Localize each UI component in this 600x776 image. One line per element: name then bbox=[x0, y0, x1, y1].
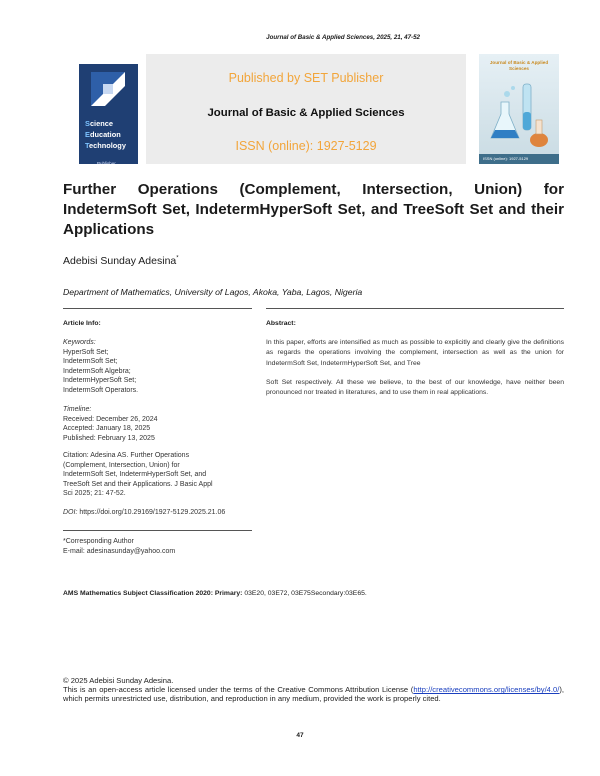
keyword-item: IndetermSoft Set; bbox=[63, 358, 118, 366]
doi-label: DOI: bbox=[63, 509, 78, 516]
journal-cover-image bbox=[479, 54, 559, 164]
abstract-paragraph-1: In this paper, efforts are intensified as much as possible to explicitly and clearly give the definitions as regards the operations involving the complement, intersection as well as the union for IndetermSoft Set, IndetermHyperSoft Set, and Tree bbox=[266, 339, 564, 367]
published-by: Published by SET Publisher bbox=[228, 71, 384, 85]
keyword-item: IndetermSoft Operators. bbox=[63, 386, 139, 394]
keyword-item: IndetermSoft Algebra; bbox=[63, 367, 131, 375]
msc-label: AMS Mathematics Subject Classification 2020: Primary: bbox=[63, 590, 243, 597]
journal-citation-header: Journal of Basic & Applied Sciences, 2025, 21, 47-52 bbox=[266, 34, 420, 41]
affiliation: Department of Mathematics, University of Lagos, Akoka, Yaba, Lagos, Nigeria bbox=[63, 287, 363, 297]
banner-text-box bbox=[146, 54, 466, 164]
correspondence-block bbox=[63, 537, 252, 556]
msc-value: 03E20, 03E72, 03E75Secondary:03E65. bbox=[242, 590, 367, 597]
copyright-line: © 2025 Adebisi Sunday Adesina. bbox=[63, 676, 174, 685]
abstract-paragraph-2: Soft Set respectively. All these we believe, to the best of our knowledge, have neither been pronounced nor treated in literatures, and to use them in real applications. bbox=[266, 379, 564, 397]
abstract-heading: Abstract: bbox=[266, 320, 296, 327]
logo-line-3: echnology bbox=[88, 141, 126, 150]
logo-line-1: cience bbox=[89, 119, 113, 128]
divider-left bbox=[63, 308, 252, 309]
publisher-logo-icon bbox=[91, 72, 125, 106]
doi-value[interactable]: https://doi.org/10.29169/1927-5129.2025.21.06 bbox=[79, 509, 226, 516]
timeline-published: Published: February 13, 2025 bbox=[63, 434, 155, 442]
timeline-received: Received: December 26, 2024 bbox=[63, 415, 158, 423]
logo-line-2: ducation bbox=[89, 130, 121, 139]
license-link[interactable]: http://creativecommons.org/licenses/by/4.0/ bbox=[413, 685, 560, 695]
license-text bbox=[63, 685, 564, 703]
cover-title: Journal of Basic & Applied Sciences bbox=[489, 60, 549, 71]
doi-line bbox=[63, 508, 263, 518]
cover-footer-text: ISSN (online): 1927-5129 bbox=[483, 156, 529, 161]
author-name: Adebisi Sunday Adesina bbox=[63, 255, 177, 267]
author-email[interactable]: E-mail: adesinasunday@yahoo.com bbox=[63, 547, 176, 555]
cover-footer-bar bbox=[479, 154, 559, 164]
article-info-heading: Article Info: bbox=[63, 320, 101, 327]
journal-banner bbox=[79, 54, 564, 166]
issn: ISSN (online): 1927-5129 bbox=[235, 139, 377, 153]
timeline-accepted: Accepted: January 18, 2025 bbox=[63, 425, 151, 433]
author-mark: * bbox=[176, 255, 179, 262]
glassware-illustration-icon bbox=[479, 54, 559, 164]
divider-correspondence bbox=[63, 530, 252, 531]
keywords-label: Keywords: bbox=[63, 339, 96, 346]
divider-right bbox=[266, 308, 564, 309]
keywords-block bbox=[63, 338, 252, 396]
journal-title: Journal of Basic & Applied Sciences bbox=[207, 107, 405, 119]
license-text-after: ), which permits unrestricted use, distribution, and reproduction in any medium, provided the work is properly cited. bbox=[63, 685, 564, 704]
author-line bbox=[63, 255, 179, 267]
msc-classification bbox=[63, 590, 367, 597]
citation: Citation: Adesina AS. Further Operations (Complement, Intersection, Union) for IndetermSoft Set, IndetermHyperSoft Set, and TreeSoft Set and their Applications. J Basic Appl Sci 2025; 21: 47-52. bbox=[63, 452, 213, 498]
logo-subtitle: Publisher bbox=[97, 161, 116, 164]
timeline-block bbox=[63, 405, 252, 443]
license-text-before: This is an open-access article licensed under the terms of the Creative Commons Attribution License ( bbox=[63, 685, 414, 695]
publisher-logo-text: Science Education Technology bbox=[85, 119, 126, 150]
page-number: 47 bbox=[296, 732, 304, 739]
keyword-item: IndetermHyperSoft Set; bbox=[63, 377, 137, 385]
keyword-item: HyperSoft Set; bbox=[63, 348, 109, 356]
corresponding-author: *Corresponding Author bbox=[63, 538, 134, 545]
timeline-label: Timeline: bbox=[63, 406, 92, 413]
license-block bbox=[63, 676, 564, 704]
article-title: Further Operations (Complement, Intersection, Union) for IndetermSoft Set, IndetermHyperSoft Set, and TreeSoft Set and their Applications bbox=[63, 181, 564, 238]
publisher-logo bbox=[79, 64, 138, 164]
